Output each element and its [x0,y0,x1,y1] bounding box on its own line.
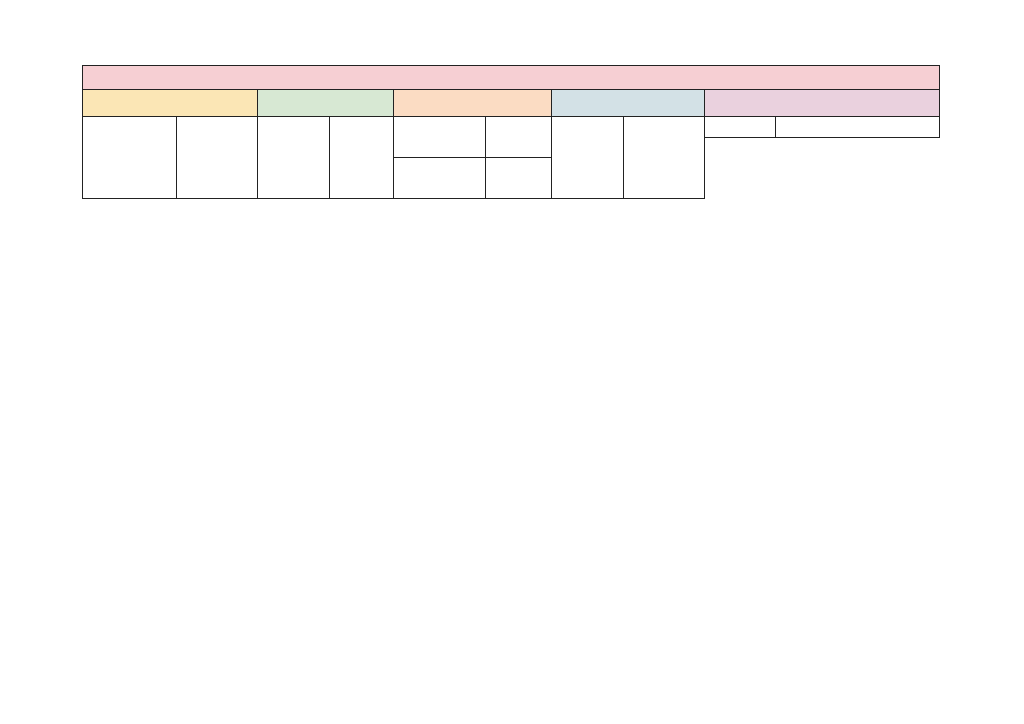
slot-service [624,117,705,199]
slot-time [258,117,330,199]
day-header-lunedi [83,90,258,117]
day-header-mercoledi [394,90,552,117]
slot-service [486,117,552,158]
slot-time [552,117,624,199]
week-header-row [83,90,940,117]
slot-service [330,117,394,199]
slot-service [177,117,258,199]
day-header-martedi [258,90,394,117]
slot-time [705,117,776,138]
schedule-table [82,65,940,199]
day-header-giovedi [552,90,705,117]
slot-time [394,117,486,158]
slot-row [83,117,940,138]
slot-service [776,117,940,138]
slot-time [394,158,486,199]
day-header-venerdi [705,90,940,117]
page-title [83,66,940,90]
slot-service [486,158,552,199]
slot-time [83,117,177,199]
